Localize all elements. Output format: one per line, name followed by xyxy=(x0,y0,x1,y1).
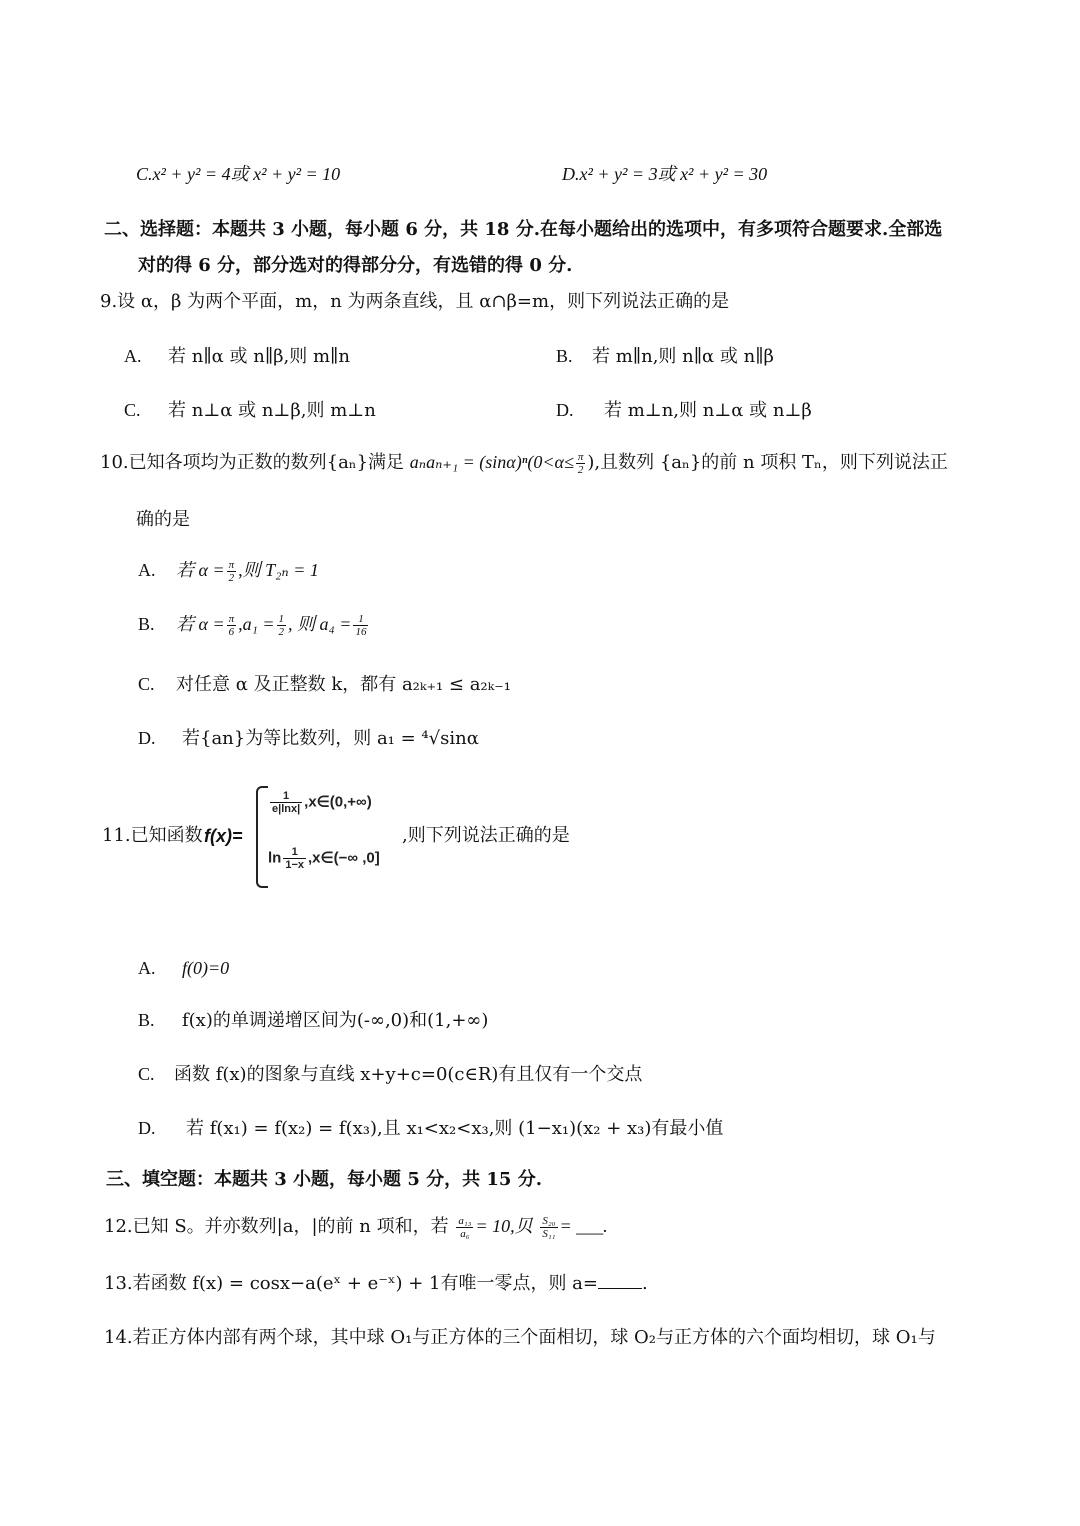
q8-option-d-label: D. xyxy=(562,164,580,184)
q13-post: . xyxy=(642,1273,648,1294)
q9-option-a-label: A. xyxy=(124,346,142,366)
q12-pre: 12.已知 S。并亦数列|a，|的前 n 项和，若 xyxy=(104,1216,449,1237)
q9-option-a-text: 若 n∥α 或 n∥β,则 m∥n xyxy=(168,346,350,367)
q10-option-a-pre: 若 α = xyxy=(176,560,225,580)
q11-stem-a: 11.已知函数 xyxy=(102,825,203,846)
q10-option-b-num3: 1 xyxy=(353,613,368,626)
q9-option-c-label: C. xyxy=(124,400,141,420)
q11-case2-domain: ,x∈(−∞ ,0] xyxy=(308,849,380,867)
q12 xyxy=(104,1214,608,1240)
q10-option-c xyxy=(138,672,511,697)
q14-stem: 14.若正方体内部有两个球，其中球 O₁与正方体的三个面相切，球 O₂与正方体的六个面均相切，球 O₁与 xyxy=(104,1327,936,1348)
q10-option-c-text: 对任意 α 及正整数 k，都有 a₂ₖ₊₁ ≤ a₂ₖ₋₁ xyxy=(176,674,511,695)
q10-option-b-num1: π xyxy=(228,612,235,625)
q13-pre: 13.若函数 f(x) = cosx−a(eˣ + e⁻ˣ) + 1有唯一零点，则 a= xyxy=(104,1273,598,1294)
q10-option-a xyxy=(138,558,319,584)
q11-case1 xyxy=(268,790,372,815)
q11-case2-frac xyxy=(283,846,306,871)
q11-option-d-text: 若 f(x₁) = f(x₂) = f(x₃),且 x₁<x₂<x₃,则 (1−x₁)(x₂ + x₃)有最小值 xyxy=(186,1118,724,1139)
q10-option-b-den1: 6 xyxy=(228,625,235,638)
q9-option-a xyxy=(124,344,350,369)
q12-den1: a₆ xyxy=(460,1227,470,1240)
q10-stem xyxy=(100,450,948,476)
q9-option-d-label: D. xyxy=(556,400,574,420)
q12-frac2 xyxy=(540,1215,557,1240)
q12-num1: a₁₃ xyxy=(458,1214,472,1227)
q11-case2-prefix: ln xyxy=(268,849,282,867)
q11-option-c-label: C. xyxy=(138,1064,155,1084)
q10-option-b-frac1 xyxy=(227,613,237,638)
q9-option-d xyxy=(556,398,812,423)
q9-option-d-text: 若 m⊥n,则 n⊥α 或 n⊥β xyxy=(604,400,812,421)
q11-option-b-label: B. xyxy=(138,1010,155,1030)
q11-case2 xyxy=(268,846,380,871)
q8-option-c xyxy=(136,162,340,186)
section2-heading-line2: 对的得 6 分，部分选对的得部分分，有选错的得 0 分. xyxy=(138,255,573,276)
q9-stem: 9.设 α，β 为两个平面，m，n 为两条直线，且 α∩β=m，则下列说法正确的是 xyxy=(100,291,730,312)
q10-option-a-den: 2 xyxy=(228,571,235,584)
q10-stem-fraction xyxy=(576,451,586,476)
q11-option-a-label: A. xyxy=(138,958,156,978)
q11-option-b xyxy=(138,1008,488,1033)
q13-answer-blank xyxy=(598,1272,642,1289)
q10-option-b-mid: ,a₁ = xyxy=(238,614,275,634)
q10-stem-a: 10.已知各项均为正数的数列{aₙ}满足 xyxy=(100,452,405,473)
q10-option-b-num2: 1 xyxy=(278,612,285,625)
q11-brace xyxy=(256,786,268,888)
q10-stem-frac-num: π xyxy=(577,450,584,463)
q10-option-b-post: , 则 a₄ = xyxy=(288,614,352,634)
q11-option-d-label: D. xyxy=(138,1118,156,1138)
q9-option-b-label: B. xyxy=(556,346,573,366)
q11-case1-frac xyxy=(270,790,302,815)
q8-option-d xyxy=(562,162,767,186)
q9-option-b-text: 若 m∥n,则 n∥α 或 n∥β xyxy=(592,346,774,367)
q10-option-b-frac3 xyxy=(353,613,368,638)
q11-case2-den: 1−x xyxy=(285,859,305,871)
section2-heading-line1: 二、选择题：本题共 3 小题，每小题 6 分，共 18 分.在每小题给出的选项中，有多项符合题要求.全部选 xyxy=(104,219,943,240)
q10-stem-cont: 确的是 xyxy=(136,509,190,530)
q10-option-b-den2: 2 xyxy=(278,625,285,638)
q10-option-a-frac xyxy=(227,559,237,584)
q11-option-c xyxy=(138,1062,642,1087)
q9-option-c xyxy=(124,398,376,423)
q11-stem-b: ,则下列说法正确的是 xyxy=(402,825,570,846)
q12-frac1 xyxy=(456,1215,473,1240)
q10-stem-formula: aₙaₙ₊₁ = (sinα)ⁿ(0<α≤ xyxy=(409,452,574,472)
q11-fx: f(x)= xyxy=(204,826,243,846)
q8-option-d-text: x² + y² = 3或 x² + y² = 30 xyxy=(579,164,768,184)
q10-option-b-label: B. xyxy=(138,614,155,634)
q10-stem-b: ),且数列 {aₙ}的前 n 项积 Tₙ，则下列说法正 xyxy=(587,452,948,473)
q9-option-b xyxy=(556,344,774,369)
q11-option-d xyxy=(138,1116,723,1141)
q12-num2: S₂₀ xyxy=(542,1214,556,1227)
q10-stem-frac-den: 2 xyxy=(577,463,584,476)
q11-option-c-text: 函数 f(x)的图象与直线 x+y+c=0(c∈R)有且仅有一个交点 xyxy=(174,1064,643,1085)
q10-option-d xyxy=(138,726,479,751)
q10-option-b xyxy=(138,612,370,638)
q10-option-d-label: D. xyxy=(138,728,156,748)
q11-option-b-text: f(x)的单调递增区间为(-∞,0)和(1,+∞) xyxy=(182,1010,489,1031)
q10-option-a-num: π xyxy=(228,558,235,571)
q10-option-a-label: A. xyxy=(138,560,156,580)
q10-option-a-post: ,则 T₂ₙ = 1 xyxy=(238,560,319,580)
q11-piecewise-function xyxy=(256,786,416,886)
q11-case1-num: 1 xyxy=(270,790,302,803)
q8-option-c-text: x² + y² = 4或 x² + y² = 10 xyxy=(152,164,341,184)
q10-option-c-label: C. xyxy=(138,674,155,694)
q12-post: = ___. xyxy=(559,1216,608,1236)
section3-heading: 三、填空题：本题共 3 小题，每小题 5 分，共 15 分. xyxy=(106,1169,542,1190)
q10-option-b-den3: 16 xyxy=(355,625,367,638)
q10-option-b-pre: 若 α = xyxy=(176,614,225,634)
q10-option-b-frac2 xyxy=(277,613,287,638)
q9-option-c-text: 若 n⊥α 或 n⊥β,则 m⊥n xyxy=(168,400,376,421)
q11-case1-domain: ,x∈(0,+∞) xyxy=(304,793,372,811)
q11-option-a xyxy=(138,956,229,981)
q8-option-c-label: C. xyxy=(136,164,153,184)
q11-case1-den: e|lnx| xyxy=(272,803,301,815)
q11-option-a-text: f(0)=0 xyxy=(182,958,230,978)
q12-den2: S₁₁ xyxy=(542,1227,556,1240)
q11-case2-num: 1 xyxy=(283,846,306,859)
q12-mid: = 10,贝 xyxy=(475,1216,533,1236)
q10-option-d-text: 若{an}为等比数列，则 a₁ = ⁴√sinα xyxy=(182,728,479,749)
q13 xyxy=(104,1272,648,1296)
